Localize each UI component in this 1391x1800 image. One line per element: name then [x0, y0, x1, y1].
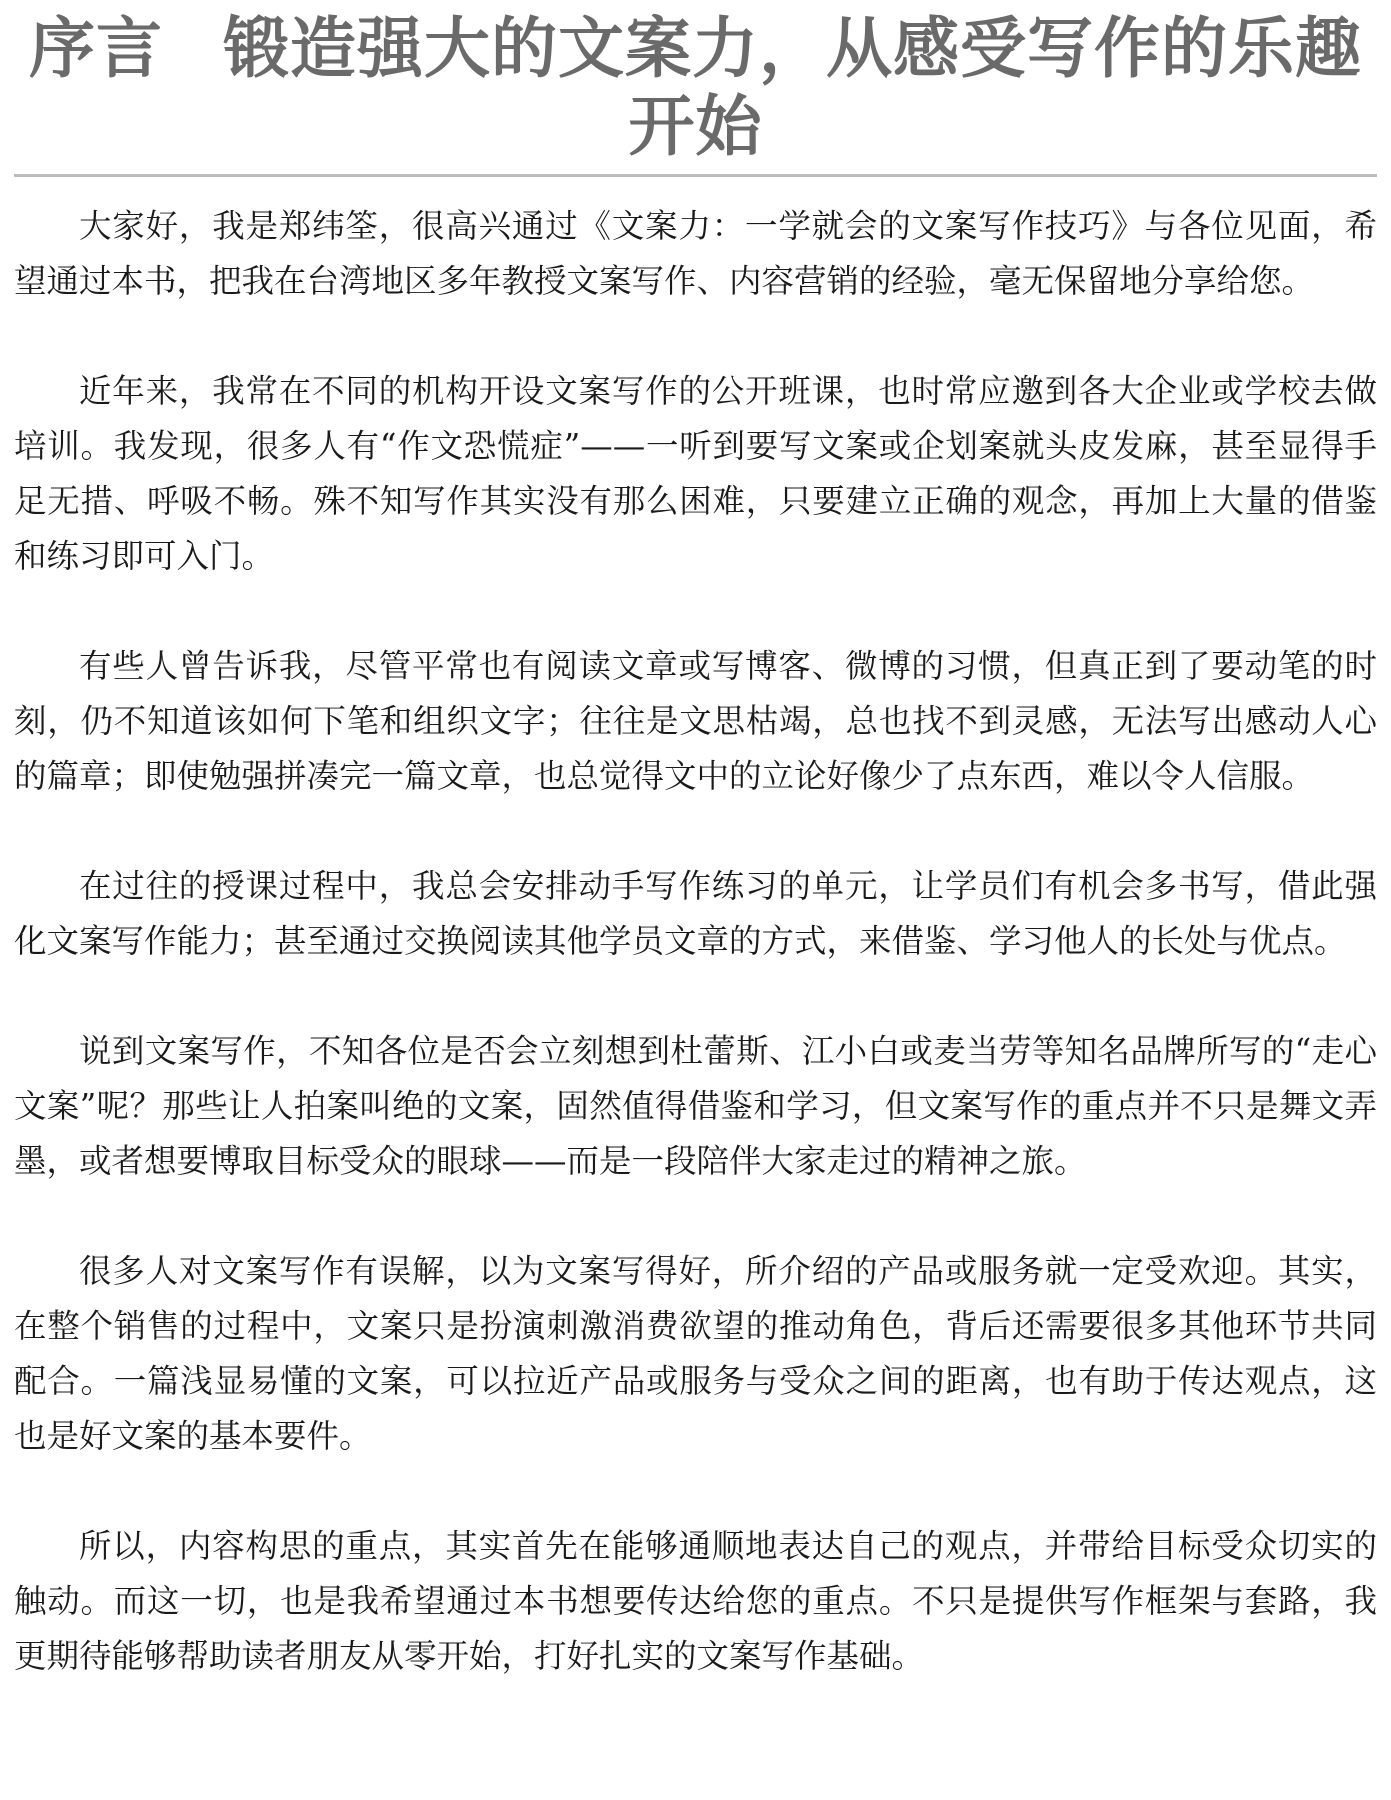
- paragraph: 有些人曾告诉我，尽管平常也有阅读文章或写博客、微博的习惯，但真正到了要动笔的时刻，仍不知道该如何下笔和组织文字；往往是文思枯竭，总也找不到灵感，无法写出感动人心的篇章；即使勉强拼凑完一篇文章，也总觉得文中的立论好像少了点东西，难以令人信服。: [14, 647, 1377, 795]
- chapter-heading: 锻造强大的文案力，从感受写作的乐趣开始: [223, 10, 1362, 165]
- title-divider: [14, 174, 1377, 177]
- paragraph: 很多人对文案写作有误解，以为文案写得好，所介绍的产品或服务就一定受欢迎。其实，在整个销售的过程中，文案只是扮演刺激消费欲望的推动角色，背后还需要很多其他环节共同配合。一篇浅显易懂的文案，可以拉近产品或服务与受众之间的距离，也有助于传达观点，这也是好文案的基本要件。: [14, 1252, 1377, 1455]
- paragraph: 所以，内容构思的重点，其实首先在能够通顺地表达自己的观点，并带给目标受众切实的触动。而这一切，也是我希望通过本书想要传达给您的重点。不只是提供写作框架与套路，我更期待能够帮助读者朋友从零开始，打好扎实的文案写作基础。: [14, 1527, 1377, 1675]
- preface-body: [14, 199, 1377, 1684]
- paragraph: 说到文案写作，不知各位是否会立刻想到杜蕾斯、江小白或麦当劳等知名品牌所写的“走心文案”呢？那些让人拍案叫绝的文案，固然值得借鉴和学习，但文案写作的重点并不只是舞文弄墨，或者想要博取目标受众的眼球——而是一段陪伴大家走过的精神之旅。: [14, 1032, 1377, 1180]
- paragraph: 近年来，我常在不同的机构开设文案写作的公开班课，也时常应邀到各大企业或学校去做培训。我发现，很多人有“作文恐慌症”——一听到要写文案或企划案就头皮发麻，甚至显得手足无措、呼吸不畅。殊不知写作其实没有那么困难，只要建立正确的观念，再加上大量的借鉴和练习即可入门。: [14, 372, 1377, 575]
- paragraph: 大家好，我是郑纬筌，很高兴通过《文案力：一学就会的文案写作技巧》与各位见面，希望通过本书，把我在台湾地区多年教授文案写作、内容营销的经验，毫无保留地分享给您。: [14, 207, 1377, 300]
- paragraph: 在过往的授课过程中，我总会安排动手写作练习的单元，让学员们有机会多书写，借此强化文案写作能力；甚至通过交换阅读其他学员文章的方式，来借鉴、学习他人的长处与优点。: [14, 867, 1377, 960]
- chapter-title: [14, 10, 1377, 174]
- chapter-label: 序言: [29, 10, 163, 87]
